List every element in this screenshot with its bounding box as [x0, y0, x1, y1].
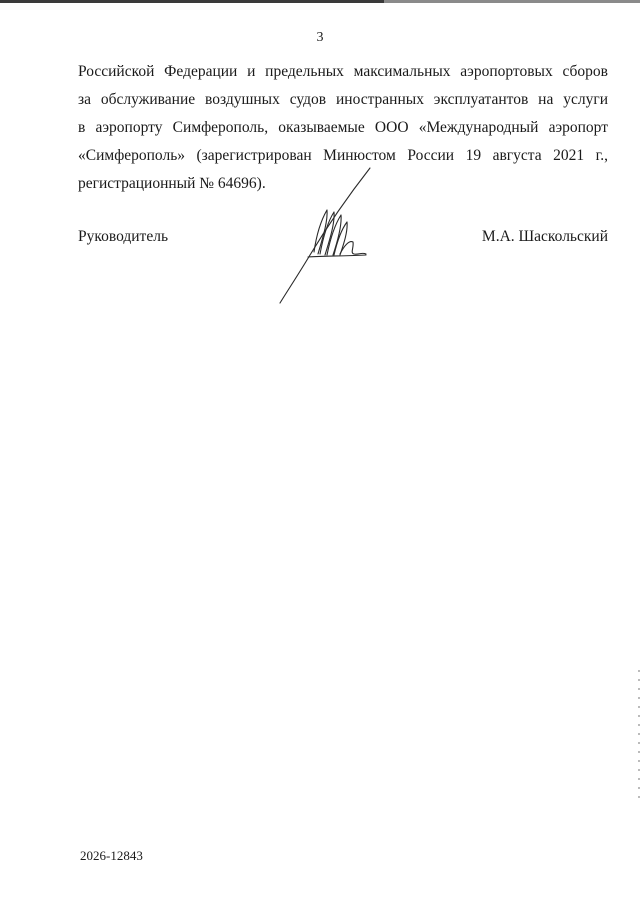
body-line: «Симферополь» (зарегистрирован Минюстом России 19 августа 2021 г.,: [78, 147, 608, 164]
signature-stroke: [280, 168, 370, 303]
page-number: 3: [316, 30, 324, 45]
signatory-position: Руководитель: [78, 228, 169, 245]
signature-stroke: [308, 255, 366, 257]
signatory-name: М.А. Шаскольский: [481, 228, 608, 245]
body-line: в аэропорту Симферополь, оказываемые ООО «Международный аэропорт: [78, 119, 608, 136]
handwritten-signature: [270, 160, 380, 310]
body-line: регистрационный № 64696).: [78, 175, 266, 192]
scan-top-edge: [0, 0, 640, 3]
body-line: Российской Федерации и предельных максимальных аэропортовых сборов: [78, 63, 608, 80]
body-line: за обслуживание воздушных судов иностранных эксплуатантов на услуги: [78, 91, 608, 108]
document-registration-number: 2026-12843: [80, 848, 143, 863]
